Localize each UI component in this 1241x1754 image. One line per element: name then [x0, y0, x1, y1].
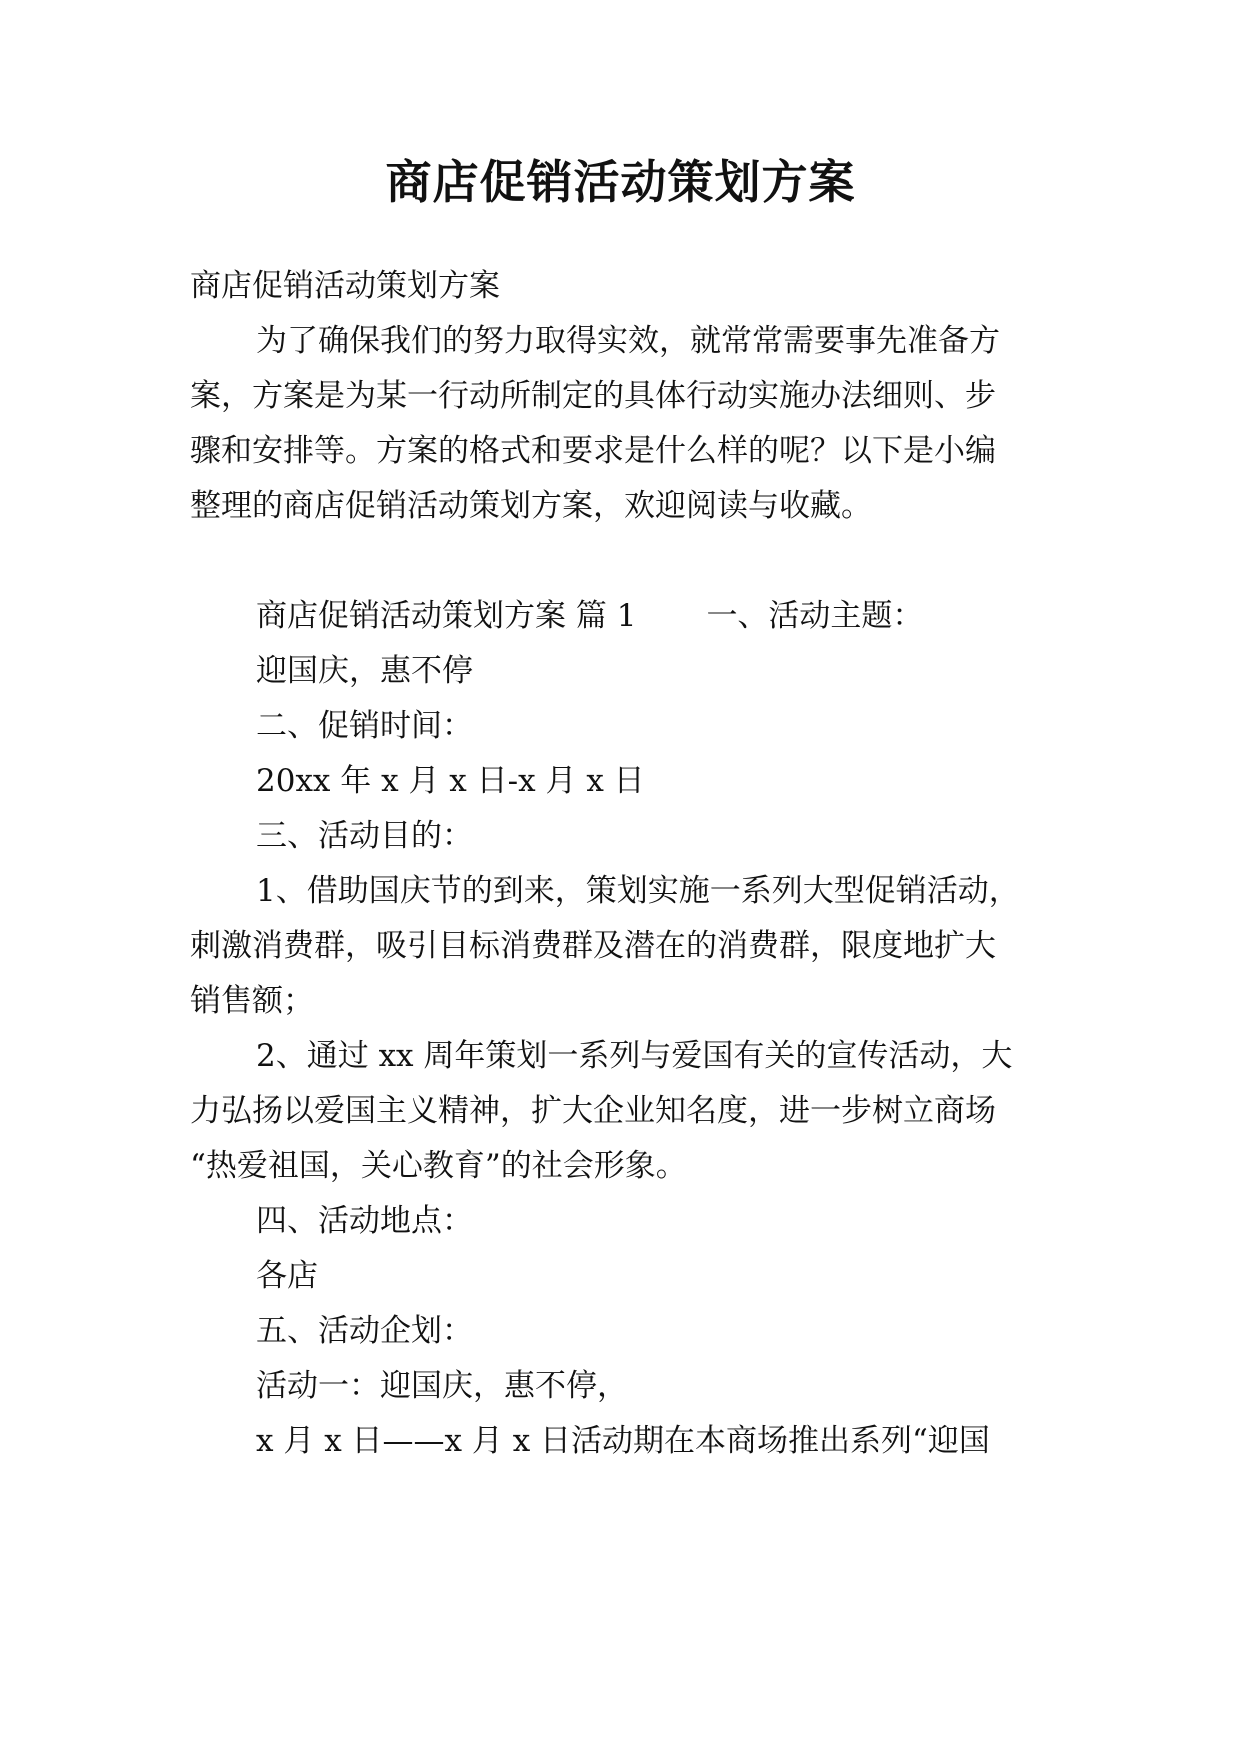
intro-line: 骤和安排等。方案的格式和要求是什么样的呢？以下是小编	[190, 433, 996, 469]
section-title: 商店促销活动策划方案 篇 1	[256, 598, 637, 634]
body-line: 销售额；	[190, 983, 314, 1019]
section-heading: 二、促销时间：	[256, 708, 473, 744]
body-line: x 月 x 日——x 月 x 日活动期在本商场推出系列“迎国	[256, 1423, 990, 1459]
intro-line: 为了确保我们的努力取得实效，就常常需要事先准备方	[256, 323, 1000, 359]
body-line: 活动一：迎国庆，惠不停，	[256, 1368, 628, 1404]
body-line: 力弘扬以爱国主义精神，扩大企业知名度，进一步树立商场	[190, 1093, 996, 1129]
document-subtitle: 商店促销活动策划方案	[190, 268, 500, 304]
intro-line: 整理的商店促销活动策划方案，欢迎阅读与收藏。	[190, 488, 872, 524]
body-line: 20xx 年 x 月 x 日-x 月 x 日	[256, 763, 645, 799]
body-line: “热爱祖国，关心教育”的社会形象。	[190, 1148, 687, 1184]
section-first-heading: 一、活动主题：	[706, 598, 924, 634]
document-title: 商店促销活动策划方案	[385, 155, 856, 209]
section-header	[256, 596, 923, 636]
body-line: 各店	[256, 1258, 318, 1294]
body-line: 2、通过 xx 周年策划一系列与爱国有关的宣传活动，大	[256, 1038, 1013, 1074]
body-line: 刺激消费群，吸引目标消费群及潜在的消费群，限度地扩大	[190, 928, 996, 964]
section-heading: 四、活动地点：	[256, 1203, 473, 1239]
intro-line: 案，方案是为某一行动所制定的具体行动实施办法细则、步	[190, 378, 996, 414]
section-heading: 五、活动企划：	[256, 1313, 473, 1349]
body-line: 1、借助国庆节的到来，策划实施一系列大型促销活动，	[256, 873, 1020, 909]
body-line: 迎国庆，惠不停	[256, 653, 473, 689]
section-heading: 三、活动目的：	[256, 818, 473, 854]
